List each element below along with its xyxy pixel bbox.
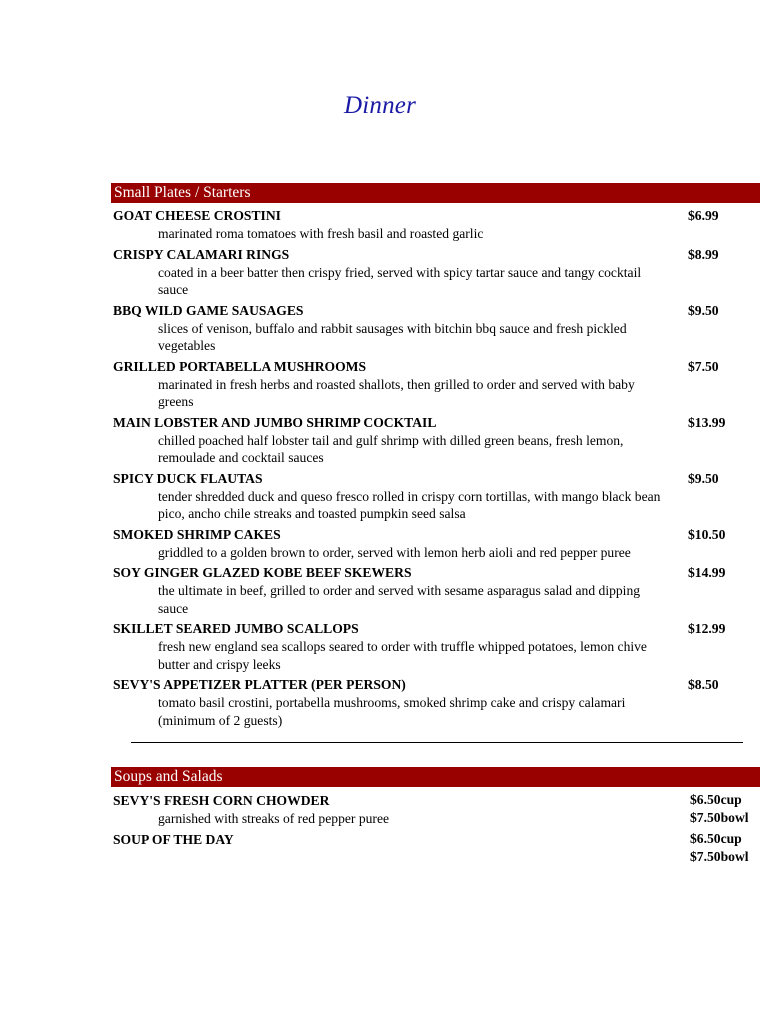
item-price: $9.50 [688,302,719,318]
item-name: SKILLET SEARED JUMBO SCALLOPS [113,621,359,636]
item-price: $8.99 [688,246,719,262]
section-divider [131,742,743,743]
menu-item [111,245,760,299]
menu-item [111,830,760,868]
item-price-stack [690,791,749,826]
menu-item [111,206,760,243]
item-name: GRILLED PORTABELLA MUSHROOMS [113,358,367,374]
item-name: SMOKED SHRIMP CAKES [113,526,281,542]
item-description: garnished with streaks of red pepper puree [158,811,390,826]
item-name: CRISPY CALAMARI RINGS [113,246,290,262]
menu-item [111,675,760,729]
item-description: chilled poached half lobster tail and gulf shrimp with dilled green beans, fresh lemon, remoulade and cocktail sauces [158,432,624,465]
item-price: $14.99 [688,565,726,580]
item-description: slices of venison, buffalo and rabbit sausages with bitchin bbq sauce and fresh pickled vegetables [158,320,627,353]
item-price-stack [690,830,749,865]
item-price-bowl: $7.50bowl [690,848,749,864]
item-name: SOY GINGER GLAZED KOBE BEEF SKEWERS [113,565,412,580]
menu-item [111,525,760,562]
item-price: $8.50 [688,677,719,692]
menu-item [111,301,760,355]
item-description: griddled to a golden brown to order, served with lemon herb aioli and red pepper puree [158,544,631,560]
item-price: $13.99 [688,414,726,430]
item-description: marinated in fresh herbs and roasted shallots, then grilled to order and served with baby greens [158,376,635,409]
item-name: GOAT CHEESE CROSTINI [113,208,281,223]
section-soups-salads [111,767,760,868]
item-price: $6.99 [688,208,719,223]
item-price: $10.50 [688,526,726,542]
section-heading: Soups and Salads [111,767,760,787]
item-description: fresh new england sea scallops seared to order with truffle whipped potatoes, lemon chive butter and crispy leeks [158,639,647,672]
menu-item [111,619,760,673]
item-description: marinated roma tomatoes with fresh basil and roasted garlic [158,226,484,241]
section-small-plates [111,183,760,729]
item-description: tomato basil crostini, portabella mushrooms, smoked shrimp cake and crispy calamari (minimum of 2 guests) [158,695,626,728]
item-name: SPICY DUCK FLAUTAS [113,470,263,486]
item-name: SEVY'S APPETIZER PLATTER (PER PERSON) [113,677,406,692]
item-description: the ultimate in beef, grilled to order and served with sesame asparagus salad and dipping sauce [158,583,641,616]
menu-item [111,469,760,523]
item-name: MAIN LOBSTER AND JUMBO SHRIMP COCKTAIL [113,414,437,430]
item-price: $12.99 [688,621,726,636]
item-price: $9.50 [688,470,719,486]
item-price-bowl: $7.50bowl [690,809,749,825]
page-title: Dinner [344,92,417,119]
menu-item [111,413,760,467]
menu-item [111,563,760,617]
item-name: SEVY'S FRESH CORN CHOWDER [113,793,330,808]
menu-item [111,357,760,411]
item-name: SOUP OF THE DAY [113,832,234,847]
item-price-cup: $6.50cup [690,831,742,846]
item-price-cup: $6.50cup [690,792,742,807]
item-price: $7.50 [688,358,719,374]
section-heading: Small Plates / Starters [111,183,760,203]
item-description: tender shredded duck and queso fresco rolled in crispy corn tortillas, with mango black bean pico, ancho chile streaks and toasted pumpkin seed salsa [158,488,661,521]
menu-item [111,791,760,829]
item-description: coated in a beer batter then crispy fried, served with spicy tartar sauce and tangy cocktail sauce [158,264,642,297]
item-name: BBQ WILD GAME SAUSAGES [113,302,304,318]
